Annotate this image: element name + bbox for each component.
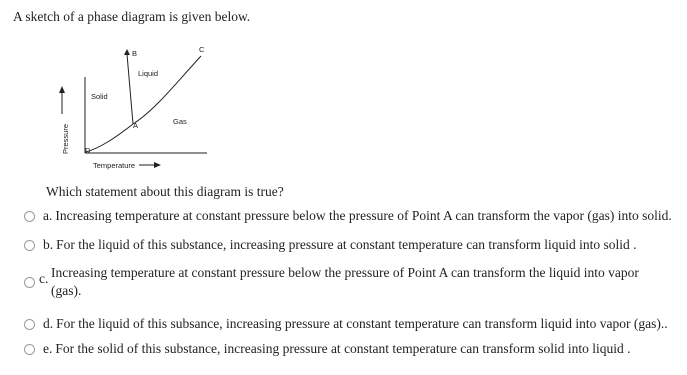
option-d[interactable]: [24, 315, 668, 333]
option-b-radio[interactable]: [24, 240, 35, 251]
option-e[interactable]: [24, 340, 631, 358]
pressure-arrow-icon: [59, 86, 65, 93]
label-gas: Gas: [173, 117, 187, 126]
option-a-letter: a.: [43, 208, 53, 223]
option-d-text: For the liquid of this subsance, increasing pressure at constant temperature can transform liquid into vapor (gas)..: [56, 316, 668, 331]
label-solid: Solid: [91, 92, 108, 101]
question-prompt: A sketch of a phase diagram is given below.: [13, 9, 251, 24]
melting-curve-arrowhead: [124, 49, 130, 55]
option-d-letter: d.: [43, 316, 54, 331]
option-b[interactable]: [24, 236, 637, 254]
label-d: D: [85, 146, 91, 155]
option-e-letter: e.: [43, 341, 53, 356]
option-a-text: Increasing temperature at constant pressure below the pressure of Point A can transform the vapor (gas) into solid.: [55, 208, 672, 223]
option-d-radio[interactable]: [24, 319, 35, 330]
vaporization-curve: [133, 56, 201, 124]
option-c-radio[interactable]: [24, 277, 35, 288]
pressure-axis-label-group: [61, 124, 70, 154]
label-b: B: [132, 49, 138, 58]
option-b-letter: b.: [43, 237, 54, 252]
option-c-text-line1: Increasing temperature at constant pressure below the pressure of Point A can transform the liquid into vapor: [51, 265, 639, 280]
pressure-axis-label: Pressure: [61, 123, 70, 154]
option-c-text-line2: (gas).: [51, 283, 82, 298]
option-a-radio[interactable]: [24, 211, 35, 222]
option-a[interactable]: [24, 207, 672, 225]
sublimation-curve: [86, 124, 133, 152]
option-b-label: [43, 236, 637, 254]
label-liquid: Liquid: [138, 69, 159, 78]
option-e-label: [43, 340, 631, 358]
temperature-arrow-icon: [154, 162, 161, 168]
option-a-label: [43, 207, 672, 225]
label-c: C: [199, 45, 205, 54]
option-d-label: [43, 315, 668, 333]
question-text: Which statement about this diagram is true?: [46, 184, 284, 199]
melting-curve: [127, 54, 133, 124]
option-b-text: For the liquid of this substance, increasing pressure at constant temperature can transform liquid into solid .: [56, 237, 637, 252]
label-a: A: [133, 121, 139, 130]
phase-diagram: [55, 42, 215, 172]
phase-diagram-svg: [55, 42, 215, 172]
temperature-axis-label: Temperature: [93, 161, 136, 170]
option-e-text: For the solid of this substance, increasing pressure at constant temperature can transform solid into liquid .: [55, 341, 631, 356]
option-e-radio[interactable]: [24, 344, 35, 355]
option-c-letter: c.: [39, 271, 49, 286]
